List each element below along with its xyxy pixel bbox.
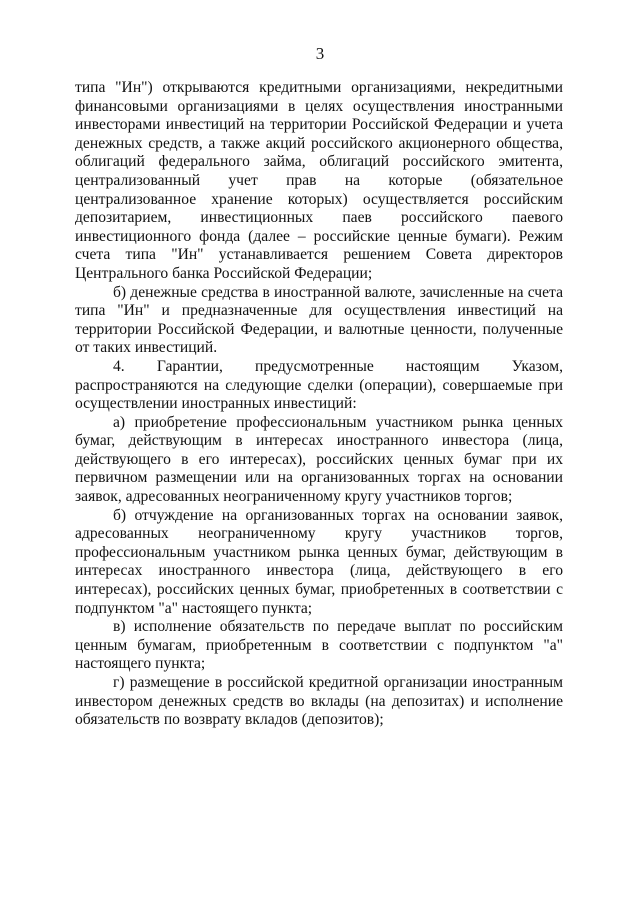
paragraph-subitem-g-deposits: г) размещение в российской кредитной организации иностранным инвестором денежных средств во вклады (на депозитах) и исполнение обязательств по возврату вкладов (депозитов);: [75, 674, 563, 729]
document-body: [75, 79, 563, 730]
paragraph-subitem-b-currency: б) денежные средства в иностранной валюте, зачисленные на счета типа "Ин" и предназначенные для осуществления инвестиций на территории Российской Федерации, и валютные ценности, полученные от таких инвестиций.: [75, 283, 563, 357]
paragraph-subitem-v-obligations: в) исполнение обязательств по передаче выплат по российским ценным бумагам, приобретенным в соответствии с подпунктом "а" настоящего пункта;: [75, 618, 563, 673]
paragraph-subitem-a-acquisition: а) приобретение профессиональным участником рынка ценных бумаг, действующим в интересах иностранного инвестора (лица, действующего в его интересах), российских ценных бумаг при их первичном размещении или на организованных торгах на основании заявок, адресованных неограниченному кругу участников торгов;: [75, 413, 563, 506]
paragraph-item-4-guarantees: 4. Гарантии, предусмотренные настоящим Указом, распространяются на следующие сделки (операции), совершаемые при осуществлении иностранных инвестиций:: [75, 357, 563, 413]
paragraph-continuation: типа "Ин") открываются кредитными организациями, некредитными финансовыми организациями в целях осуществления иностранными инвесторами инвестиций на территории Российской Федерации и учета денежных средств, а также акций российского акционерного общества, облигаций федерального займа, облигаций российского эмитента, централизованный учет прав на которые (обязательное централизованное хранение которых) осуществляется российским депозитарием, инвестиционных паев российского паевого инвестиционного фонда (далее – российские ценные бумаги). Режим счета типа "Ин" устанавливается решением Совета директоров Центрального банка Российской Федерации;: [75, 79, 563, 282]
page-number: 3: [315, 44, 325, 63]
paragraph-subitem-b-alienation: б) отчуждение на организованных торгах на основании заявок, адресованных неограниченному кругу участников торгов, профессиональным участником рынка ценных бумаг, действующим в интересах иностранного инвестора (лица, действующего в его интересах), российских ценных бумаг, приобретенных в соответствии с подпунктом "а" настоящего пункта;: [75, 506, 563, 617]
